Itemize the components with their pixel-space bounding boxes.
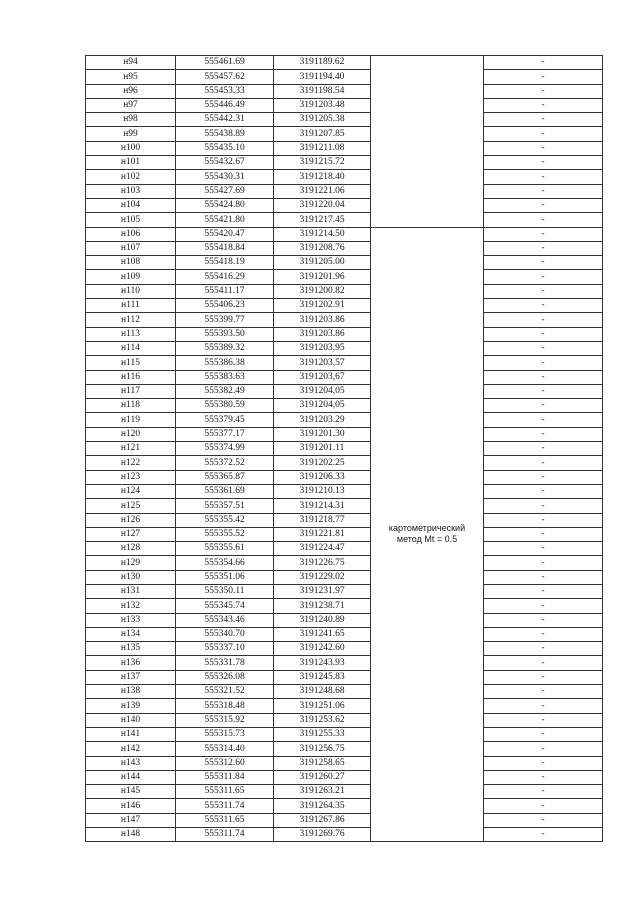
note-cell: - — [484, 513, 603, 527]
point-name-cell: н103 — [86, 184, 176, 198]
x-coordinate-cell: 555379.45 — [176, 413, 274, 427]
x-coordinate-cell: 555314.40 — [176, 742, 274, 756]
x-coordinate-cell: 555343.46 — [176, 613, 274, 627]
point-name-cell: н147 — [86, 813, 176, 827]
x-coordinate-cell: 555420.47 — [176, 227, 274, 241]
x-coordinate-cell: 555350.11 — [176, 584, 274, 598]
y-coordinate-cell: 3191203,67 — [274, 370, 371, 384]
point-name-cell: н122 — [86, 456, 176, 470]
y-coordinate-cell: 3191264.35 — [274, 799, 371, 813]
y-coordinate-cell: 3191248.68 — [274, 685, 371, 699]
note-cell: - — [484, 785, 603, 799]
accuracy-method-cell — [371, 227, 484, 842]
x-coordinate-cell: 555321.52 — [176, 685, 274, 699]
note-cell: - — [484, 98, 603, 112]
x-coordinate-cell: 555411.17 — [176, 284, 274, 298]
note-cell: - — [484, 170, 603, 184]
y-coordinate-cell: 3191218.40 — [274, 170, 371, 184]
note-cell: - — [484, 828, 603, 842]
point-name-cell: н128 — [86, 542, 176, 556]
note-cell: - — [484, 499, 603, 513]
note-cell: - — [484, 656, 603, 670]
accuracy-method-line: метод Mt = 0.5 — [396, 534, 458, 545]
point-name-cell: н119 — [86, 413, 176, 427]
point-name-cell: н135 — [86, 642, 176, 656]
table-row — [86, 427, 603, 441]
table-row — [86, 284, 603, 298]
table-row — [86, 413, 603, 427]
note-cell: - — [484, 542, 603, 556]
x-coordinate-cell: 555438.89 — [176, 127, 274, 141]
point-name-cell: н111 — [86, 299, 176, 313]
note-cell: - — [484, 713, 603, 727]
table-row — [86, 699, 603, 713]
y-coordinate-cell: 3191255.33 — [274, 727, 371, 741]
note-cell: - — [484, 770, 603, 784]
y-coordinate-cell: 3191229.02 — [274, 570, 371, 584]
note-cell: - — [484, 356, 603, 370]
table-row — [86, 599, 603, 613]
table-row — [86, 499, 603, 513]
table-row — [86, 170, 603, 184]
x-coordinate-cell: 555337.10 — [176, 642, 274, 656]
x-coordinate-cell: 555418.84 — [176, 241, 274, 255]
table-row — [86, 98, 603, 112]
table-row — [86, 742, 603, 756]
x-coordinate-cell: 555377.17 — [176, 427, 274, 441]
y-coordinate-cell: 3191205.00 — [274, 256, 371, 270]
table-row — [86, 627, 603, 641]
point-name-cell: н98 — [86, 113, 176, 127]
y-coordinate-cell: 3191251.06 — [274, 699, 371, 713]
point-name-cell: н97 — [86, 98, 176, 112]
y-coordinate-cell: 3191211.08 — [274, 141, 371, 155]
point-name-cell: н146 — [86, 799, 176, 813]
note-cell: - — [484, 556, 603, 570]
table-row — [86, 799, 603, 813]
point-name-cell: н121 — [86, 442, 176, 456]
table-row — [86, 299, 603, 313]
y-coordinate-cell: 3191231.97 — [274, 584, 371, 598]
y-coordinate-cell: 3191203.86 — [274, 313, 371, 327]
note-cell: - — [484, 313, 603, 327]
point-name-cell: н102 — [86, 170, 176, 184]
y-coordinate-cell: 3191214.50 — [274, 227, 371, 241]
note-cell: - — [484, 241, 603, 255]
note-cell: - — [484, 341, 603, 355]
y-coordinate-cell: 3191253.62 — [274, 713, 371, 727]
x-coordinate-cell: 555418.19 — [176, 256, 274, 270]
table-row — [86, 442, 603, 456]
coordinates-table-body — [86, 56, 603, 842]
y-coordinate-cell: 3191263.21 — [274, 785, 371, 799]
table-row — [86, 70, 603, 84]
table-row — [86, 84, 603, 98]
note-cell: - — [484, 299, 603, 313]
table-row — [86, 313, 603, 327]
note-cell: - — [484, 156, 603, 170]
point-name-cell: н109 — [86, 270, 176, 284]
note-cell: - — [484, 813, 603, 827]
y-coordinate-cell: 3191210.13 — [274, 484, 371, 498]
x-coordinate-cell: 555311.74 — [176, 799, 274, 813]
table-row — [86, 513, 603, 527]
point-name-cell: н110 — [86, 284, 176, 298]
x-coordinate-cell: 555380.59 — [176, 399, 274, 413]
x-coordinate-cell: 555457.62 — [176, 70, 274, 84]
note-cell: - — [484, 627, 603, 641]
table-row — [86, 113, 603, 127]
table-row — [86, 785, 603, 799]
x-coordinate-cell: 555311.84 — [176, 770, 274, 784]
point-name-cell: н142 — [86, 742, 176, 756]
note-cell: - — [484, 442, 603, 456]
point-name-cell: н148 — [86, 828, 176, 842]
y-coordinate-cell: 3191198.54 — [274, 84, 371, 98]
note-cell: - — [484, 699, 603, 713]
y-coordinate-cell: 3191260.27 — [274, 770, 371, 784]
y-coordinate-cell: 3191221.81 — [274, 527, 371, 541]
x-coordinate-cell: 555382.49 — [176, 384, 274, 398]
point-name-cell: н116 — [86, 370, 176, 384]
x-coordinate-cell: 555406.23 — [176, 299, 274, 313]
x-coordinate-cell: 555354.66 — [176, 556, 274, 570]
coordinates-table-wrapper — [85, 55, 603, 842]
y-coordinate-cell: 3191221.06 — [274, 184, 371, 198]
point-name-cell: н114 — [86, 341, 176, 355]
x-coordinate-cell: 555461.69 — [176, 56, 274, 70]
table-row — [86, 656, 603, 670]
point-name-cell: н101 — [86, 156, 176, 170]
table-row — [86, 184, 603, 198]
note-cell: - — [484, 141, 603, 155]
coordinates-table — [85, 55, 603, 842]
table-row — [86, 727, 603, 741]
note-cell: - — [484, 113, 603, 127]
x-coordinate-cell: 555430.31 — [176, 170, 274, 184]
x-coordinate-cell: 555393.50 — [176, 327, 274, 341]
table-row — [86, 227, 603, 241]
point-name-cell: н123 — [86, 470, 176, 484]
point-name-cell: н137 — [86, 670, 176, 684]
y-coordinate-cell: 3191218.77 — [274, 513, 371, 527]
y-coordinate-cell: 3191202.25 — [274, 456, 371, 470]
x-coordinate-cell: 555311.65 — [176, 785, 274, 799]
point-name-cell: н120 — [86, 427, 176, 441]
point-name-cell: н100 — [86, 141, 176, 155]
note-cell: - — [484, 270, 603, 284]
point-name-cell: н133 — [86, 613, 176, 627]
note-cell: - — [484, 84, 603, 98]
y-coordinate-cell: 3191200.82 — [274, 284, 371, 298]
point-name-cell: н104 — [86, 198, 176, 212]
point-name-cell: н139 — [86, 699, 176, 713]
y-coordinate-cell: 3191206.33 — [274, 470, 371, 484]
table-row — [86, 685, 603, 699]
y-coordinate-cell: 3191269.76 — [274, 828, 371, 842]
y-coordinate-cell: 3191189.62 — [274, 56, 371, 70]
point-name-cell: н124 — [86, 484, 176, 498]
point-name-cell: н129 — [86, 556, 176, 570]
table-row — [86, 356, 603, 370]
x-coordinate-cell: 555383.63 — [176, 370, 274, 384]
y-coordinate-cell: 3191241.65 — [274, 627, 371, 641]
point-name-cell: н136 — [86, 656, 176, 670]
y-coordinate-cell: 3191201.96 — [274, 270, 371, 284]
point-name-cell: н125 — [86, 499, 176, 513]
y-coordinate-cell: 3191220.04 — [274, 198, 371, 212]
x-coordinate-cell: 555442.31 — [176, 113, 274, 127]
upper-blank-cell — [371, 56, 484, 228]
x-coordinate-cell: 555365.87 — [176, 470, 274, 484]
table-row — [86, 127, 603, 141]
table-row — [86, 156, 603, 170]
y-coordinate-cell: 3191217.45 — [274, 213, 371, 227]
note-cell: - — [484, 584, 603, 598]
point-name-cell: н145 — [86, 785, 176, 799]
y-coordinate-cell: 3191202.91 — [274, 299, 371, 313]
note-cell: - — [484, 799, 603, 813]
table-row — [86, 241, 603, 255]
note-cell: - — [484, 213, 603, 227]
table-row — [86, 327, 603, 341]
x-coordinate-cell: 555315.92 — [176, 713, 274, 727]
point-name-cell: н143 — [86, 756, 176, 770]
y-coordinate-cell: 3191207.85 — [274, 127, 371, 141]
y-coordinate-cell: 3191201.30 — [274, 427, 371, 441]
x-coordinate-cell: 555331.78 — [176, 656, 274, 670]
point-name-cell: н126 — [86, 513, 176, 527]
point-name-cell: н106 — [86, 227, 176, 241]
note-cell: - — [484, 284, 603, 298]
y-coordinate-cell: 3191203.48 — [274, 98, 371, 112]
y-coordinate-cell: 3191201.11 — [274, 442, 371, 456]
x-coordinate-cell: 555311.65 — [176, 813, 274, 827]
table-row — [86, 556, 603, 570]
table-row — [86, 384, 603, 398]
point-name-cell: н94 — [86, 56, 176, 70]
note-cell: - — [484, 599, 603, 613]
x-coordinate-cell: 555435.10 — [176, 141, 274, 155]
note-cell: - — [484, 399, 603, 413]
x-coordinate-cell: 555340.70 — [176, 627, 274, 641]
x-coordinate-cell: 555432.67 — [176, 156, 274, 170]
table-row — [86, 213, 603, 227]
y-coordinate-cell: 3191214.31 — [274, 499, 371, 513]
note-cell: - — [484, 427, 603, 441]
y-coordinate-cell: 3191226.75 — [274, 556, 371, 570]
x-coordinate-cell: 555315.73 — [176, 727, 274, 741]
x-coordinate-cell: 555427.69 — [176, 184, 274, 198]
note-cell: - — [484, 184, 603, 198]
y-coordinate-cell: 3191205.38 — [274, 113, 371, 127]
x-coordinate-cell: 555312.60 — [176, 756, 274, 770]
table-row — [86, 399, 603, 413]
table-row — [86, 141, 603, 155]
x-coordinate-cell: 555355.61 — [176, 542, 274, 556]
table-row — [86, 341, 603, 355]
table-row — [86, 670, 603, 684]
point-name-cell: н141 — [86, 727, 176, 741]
table-row — [86, 527, 603, 541]
x-coordinate-cell: 555355.42 — [176, 513, 274, 527]
table-row — [86, 484, 603, 498]
table-row — [86, 828, 603, 842]
point-name-cell: н130 — [86, 570, 176, 584]
table-row — [86, 770, 603, 784]
x-coordinate-cell: 555361.69 — [176, 484, 274, 498]
x-coordinate-cell: 555424.80 — [176, 198, 274, 212]
note-cell: - — [484, 742, 603, 756]
point-name-cell: н138 — [86, 685, 176, 699]
table-row — [86, 270, 603, 284]
note-cell: - — [484, 370, 603, 384]
point-name-cell: н144 — [86, 770, 176, 784]
y-coordinate-cell: 3191243.93 — [274, 656, 371, 670]
x-coordinate-cell: 555326.08 — [176, 670, 274, 684]
table-row — [86, 56, 603, 70]
point-name-cell: н117 — [86, 384, 176, 398]
table-row — [86, 642, 603, 656]
y-coordinate-cell: 3191204,05 — [274, 399, 371, 413]
y-coordinate-cell: 3191267.86 — [274, 813, 371, 827]
y-coordinate-cell: 3191258.65 — [274, 756, 371, 770]
note-cell: - — [484, 127, 603, 141]
y-coordinate-cell: 3191240.89 — [274, 613, 371, 627]
x-coordinate-cell: 555374.99 — [176, 442, 274, 456]
point-name-cell: н107 — [86, 241, 176, 255]
note-cell: - — [484, 570, 603, 584]
note-cell: - — [484, 685, 603, 699]
note-cell: - — [484, 227, 603, 241]
y-coordinate-cell: 3191245.83 — [274, 670, 371, 684]
point-name-cell: н115 — [86, 356, 176, 370]
y-coordinate-cell: 3191242.60 — [274, 642, 371, 656]
note-cell: - — [484, 470, 603, 484]
note-cell: - — [484, 256, 603, 270]
note-cell: - — [484, 642, 603, 656]
x-coordinate-cell: 555372.52 — [176, 456, 274, 470]
x-coordinate-cell: 555446.49 — [176, 98, 274, 112]
x-coordinate-cell: 555453.33 — [176, 84, 274, 98]
x-coordinate-cell: 555351.06 — [176, 570, 274, 584]
accuracy-method-line: картометрический — [388, 523, 466, 534]
point-name-cell: н95 — [86, 70, 176, 84]
x-coordinate-cell: 555389.32 — [176, 341, 274, 355]
point-name-cell: н99 — [86, 127, 176, 141]
y-coordinate-cell: 3191194.40 — [274, 70, 371, 84]
x-coordinate-cell: 555357.51 — [176, 499, 274, 513]
y-coordinate-cell: 3191224.47 — [274, 542, 371, 556]
x-coordinate-cell: 555386.38 — [176, 356, 274, 370]
point-name-cell: н132 — [86, 599, 176, 613]
note-cell: - — [484, 613, 603, 627]
note-cell: - — [484, 56, 603, 70]
y-coordinate-cell: 3191203,95 — [274, 341, 371, 355]
x-coordinate-cell: 555416.29 — [176, 270, 274, 284]
note-cell: - — [484, 198, 603, 212]
y-coordinate-cell: 3191256.75 — [274, 742, 371, 756]
x-coordinate-cell: 555355.52 — [176, 527, 274, 541]
x-coordinate-cell: 555311.74 — [176, 828, 274, 842]
table-row — [86, 713, 603, 727]
point-name-cell: н112 — [86, 313, 176, 327]
table-row — [86, 542, 603, 556]
note-cell: - — [484, 70, 603, 84]
table-row — [86, 198, 603, 212]
y-coordinate-cell: 3191208.76 — [274, 241, 371, 255]
note-cell: - — [484, 727, 603, 741]
note-cell: - — [484, 756, 603, 770]
table-row — [86, 370, 603, 384]
point-name-cell: н118 — [86, 399, 176, 413]
point-name-cell: н134 — [86, 627, 176, 641]
y-coordinate-cell: 3191238.71 — [274, 599, 371, 613]
table-row — [86, 756, 603, 770]
table-row — [86, 470, 603, 484]
table-row — [86, 813, 603, 827]
point-name-cell: н131 — [86, 584, 176, 598]
note-cell: - — [484, 327, 603, 341]
y-coordinate-cell: 3191203.86 — [274, 327, 371, 341]
y-coordinate-cell: 3191203.29 — [274, 413, 371, 427]
point-name-cell: н105 — [86, 213, 176, 227]
note-cell: - — [484, 413, 603, 427]
x-coordinate-cell: 555421.80 — [176, 213, 274, 227]
y-coordinate-cell: 3191203,57 — [274, 356, 371, 370]
point-name-cell: н140 — [86, 713, 176, 727]
point-name-cell: н127 — [86, 527, 176, 541]
table-row — [86, 584, 603, 598]
note-cell: - — [484, 456, 603, 470]
note-cell: - — [484, 484, 603, 498]
table-row — [86, 570, 603, 584]
table-row — [86, 456, 603, 470]
point-name-cell: н108 — [86, 256, 176, 270]
point-name-cell: н96 — [86, 84, 176, 98]
table-row — [86, 256, 603, 270]
note-cell: - — [484, 384, 603, 398]
y-coordinate-cell: 3191204,05 — [274, 384, 371, 398]
note-cell: - — [484, 527, 603, 541]
point-name-cell: н113 — [86, 327, 176, 341]
note-cell: - — [484, 670, 603, 684]
y-coordinate-cell: 3191215.72 — [274, 156, 371, 170]
x-coordinate-cell: 555399.77 — [176, 313, 274, 327]
x-coordinate-cell: 555345.74 — [176, 599, 274, 613]
x-coordinate-cell: 555318.48 — [176, 699, 274, 713]
table-row — [86, 613, 603, 627]
